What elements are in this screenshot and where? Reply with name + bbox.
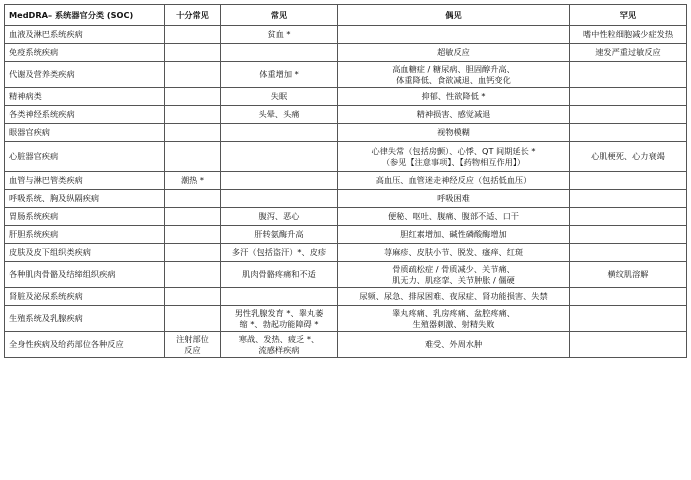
cell-common: 失眠: [221, 88, 338, 106]
cell-rare: [570, 106, 687, 124]
cell-rare: [570, 288, 687, 306]
cell-soc: 血管与淋巴管类疾病: [5, 172, 165, 190]
cell-common-line: 男性乳腺发育 *、睾丸萎: [234, 307, 324, 318]
table-row: [5, 226, 687, 244]
cell-soc: 肝胆系统疾病: [5, 226, 165, 244]
cell-common: [221, 142, 338, 172]
cell-uncommon: 便秘、呕吐、腹痛、腹部不适、口干: [338, 208, 570, 226]
cell-uncommon-line: 睾丸疼痛、乳房疼痛、盆腔疼痛、: [392, 307, 515, 318]
cell-very-common: [165, 142, 221, 172]
cell-rare: [570, 88, 687, 106]
cell-very-common: [165, 62, 221, 88]
cell-uncommon: 超敏反应: [338, 44, 570, 62]
cell-uncommon: 视物模糊: [338, 124, 570, 142]
cell-rare: [570, 172, 687, 190]
cell-soc: 血液及淋巴系统疾病: [5, 26, 165, 44]
cell-uncommon: 荨麻疹、皮肤小节、脱发、瘙痒、红斑: [338, 244, 570, 262]
table-row: [5, 244, 687, 262]
cell-soc: 全身性疾病及给药部位各种反应: [5, 332, 165, 358]
cell-soc: 免疫系统疾病: [5, 44, 165, 62]
table-row: [5, 332, 687, 358]
adverse-reactions-table: [4, 4, 687, 358]
cell-uncommon: 尿频、尿急、排尿困难、夜尿症、肾功能损害、失禁: [338, 288, 570, 306]
cell-uncommon: [338, 262, 570, 288]
cell-very-common-line: 注射部位: [176, 333, 209, 344]
cell-common: [221, 44, 338, 62]
header-soc: MedDRA– 系统器官分类 (SOC): [5, 5, 165, 26]
cell-uncommon-line: 高血糖症 / 糖尿病、胆固醇升高、: [392, 63, 515, 74]
cell-common: 贫血 *: [221, 26, 338, 44]
table-row: [5, 106, 687, 124]
cell-uncommon-line: 心律失常（包括房颤）、心悸、QT 间期延长 *: [371, 145, 536, 156]
table-header-row: [5, 5, 687, 26]
cell-common: [221, 332, 338, 358]
table-row: [5, 288, 687, 306]
header-rare: 罕见: [570, 5, 687, 26]
cell-very-common: [165, 208, 221, 226]
cell-common: 多汗（包括盗汗）*、皮疹: [221, 244, 338, 262]
cell-uncommon: [338, 142, 570, 172]
cell-soc: 代谢及营养类疾病: [5, 62, 165, 88]
cell-uncommon-line: 肌无力、肌痉挛、关节肿胀 / 僵硬: [392, 274, 515, 285]
cell-very-common: [165, 124, 221, 142]
cell-rare: 横纹肌溶解: [570, 262, 687, 288]
table-row: [5, 62, 687, 88]
table-row: [5, 190, 687, 208]
cell-soc: 各类神经系统疾病: [5, 106, 165, 124]
cell-rare: 速发严重过敏反应: [570, 44, 687, 62]
cell-uncommon-line: 体重降低、食欲减退、血钙变化: [396, 74, 511, 85]
cell-very-common: [165, 332, 221, 358]
cell-uncommon: 高血压、血管迷走神经反应（包括低血压）: [338, 172, 570, 190]
header-very-common: 十分常见: [165, 5, 221, 26]
table-row: [5, 26, 687, 44]
cell-very-common: [165, 226, 221, 244]
cell-uncommon: 精神损害、感觉减退: [338, 106, 570, 124]
cell-rare: [570, 244, 687, 262]
cell-rare: [570, 332, 687, 358]
cell-common-line: 缩 *、勃起功能障碍 *: [239, 318, 319, 329]
table-row: [5, 172, 687, 190]
table-body: [5, 26, 687, 358]
cell-soc: 精神病类: [5, 88, 165, 106]
cell-common: 头晕、头痛: [221, 106, 338, 124]
cell-rare: [570, 62, 687, 88]
header-common: 常见: [221, 5, 338, 26]
table-row: [5, 88, 687, 106]
cell-common: 肌肉骨骼疼痛和不适: [221, 262, 338, 288]
cell-very-common: [165, 26, 221, 44]
table-row: [5, 124, 687, 142]
cell-very-common: [165, 262, 221, 288]
cell-uncommon: 难受、外周水肿: [338, 332, 570, 358]
cell-uncommon: 胆红素增加、碱性磷酸酶增加: [338, 226, 570, 244]
cell-soc: 胃肠系统疾病: [5, 208, 165, 226]
cell-common: 腹泻、恶心: [221, 208, 338, 226]
cell-uncommon: [338, 306, 570, 332]
cell-uncommon-line: （参见【注意事项】、【药物相互作用】）: [381, 156, 526, 167]
cell-soc: 眼器官疾病: [5, 124, 165, 142]
table-row: [5, 306, 687, 332]
cell-soc: 呼吸系统、胸及纵隔疾病: [5, 190, 165, 208]
cell-uncommon-line: 骨质疏松症 / 骨质减少、关节痛、: [392, 263, 515, 274]
cell-soc: 各种肌肉骨骼及结缔组织疾病: [5, 262, 165, 288]
cell-uncommon: [338, 62, 570, 88]
table-row: [5, 142, 687, 172]
cell-rare: [570, 226, 687, 244]
table-row: [5, 208, 687, 226]
cell-soc: 皮肤及皮下组织类疾病: [5, 244, 165, 262]
cell-uncommon-line: 生殖器刺激、射精失败: [412, 318, 495, 329]
cell-common-line: 流感样疾病: [258, 344, 300, 355]
cell-rare: 嗜中性粒细胞减少症发热: [570, 26, 687, 44]
cell-soc: 肾脏及泌尿系统疾病: [5, 288, 165, 306]
cell-very-common: 潮热 *: [165, 172, 221, 190]
cell-common-line: 寒战、发热、疲乏 *、: [238, 333, 320, 344]
cell-soc: 心脏器官疾病: [5, 142, 165, 172]
cell-very-common: [165, 306, 221, 332]
table-row: [5, 44, 687, 62]
cell-very-common: [165, 288, 221, 306]
cell-very-common: [165, 44, 221, 62]
header-uncommon: 偶见: [338, 5, 570, 26]
cell-soc: 生殖系统及乳腺疾病: [5, 306, 165, 332]
cell-common: [221, 306, 338, 332]
cell-rare: 心肌梗死、心力衰竭: [570, 142, 687, 172]
cell-uncommon: [338, 26, 570, 44]
cell-common: [221, 172, 338, 190]
table-row: [5, 262, 687, 288]
cell-uncommon: 抑郁、性欲降低 *: [338, 88, 570, 106]
cell-rare: [570, 306, 687, 332]
cell-very-common-line: 反应: [184, 344, 201, 355]
cell-very-common: [165, 190, 221, 208]
cell-rare: [570, 124, 687, 142]
cell-common: 体重增加 *: [221, 62, 338, 88]
cell-common: [221, 288, 338, 306]
cell-very-common: [165, 244, 221, 262]
cell-rare: [570, 190, 687, 208]
cell-common: [221, 190, 338, 208]
cell-rare: [570, 208, 687, 226]
cell-common: 肝转氨酶升高: [221, 226, 338, 244]
cell-very-common: [165, 106, 221, 124]
cell-very-common: [165, 88, 221, 106]
cell-uncommon: 呼吸困难: [338, 190, 570, 208]
cell-common: [221, 124, 338, 142]
adverse-reactions-table-container: [4, 4, 686, 358]
